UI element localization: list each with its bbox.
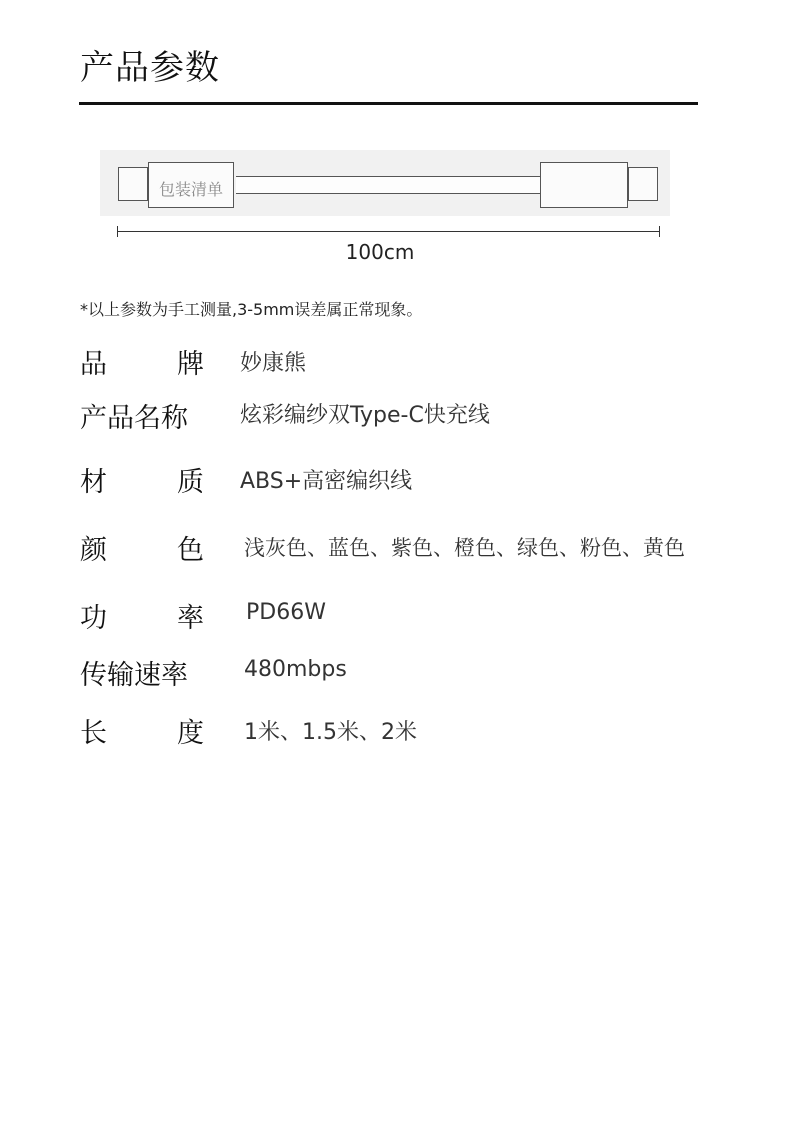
spec-label: 功 率 — [80, 603, 204, 634]
spec-value: 1米、1.5米、2米 — [244, 720, 417, 745]
dimension-tick-right — [659, 226, 660, 237]
connector-label: 包装清单 — [158, 180, 223, 199]
title-divider — [79, 102, 698, 105]
spec-value: ABS+高密编织线 — [240, 469, 413, 494]
spec-label: 材 质 — [80, 467, 204, 498]
right-plug-tip — [628, 167, 658, 201]
left-plug-body — [148, 162, 234, 208]
dimension-label: 100cm — [345, 240, 415, 264]
page-title: 产品参数 — [80, 48, 220, 88]
dimension-tick-left — [117, 226, 118, 237]
measurement-note: *以上参数为手工测量,3-5mm误差属正常现象。 — [80, 300, 423, 319]
dimension-line — [117, 231, 660, 232]
spec-value: 480mbps — [244, 657, 347, 682]
cable-diagram — [100, 150, 670, 216]
left-plug-tip — [118, 167, 148, 201]
spec-value: 浅灰色、蓝色、紫色、橙色、绿色、粉色、黄色 — [244, 536, 685, 560]
spec-label: 颜 色 — [80, 535, 204, 566]
spec-label: 产品名称 — [80, 403, 188, 434]
right-plug-body — [540, 162, 628, 208]
spec-label: 长 度 — [80, 718, 204, 749]
spec-value: PD66W — [246, 600, 326, 625]
spec-label: 传输速率 — [80, 660, 188, 691]
spec-value: 炫彩编纱双Type-C快充线 — [240, 403, 490, 428]
spec-label: 品 牌 — [80, 349, 204, 380]
spec-value: 妙康熊 — [240, 351, 307, 376]
cable-wire — [236, 176, 542, 194]
